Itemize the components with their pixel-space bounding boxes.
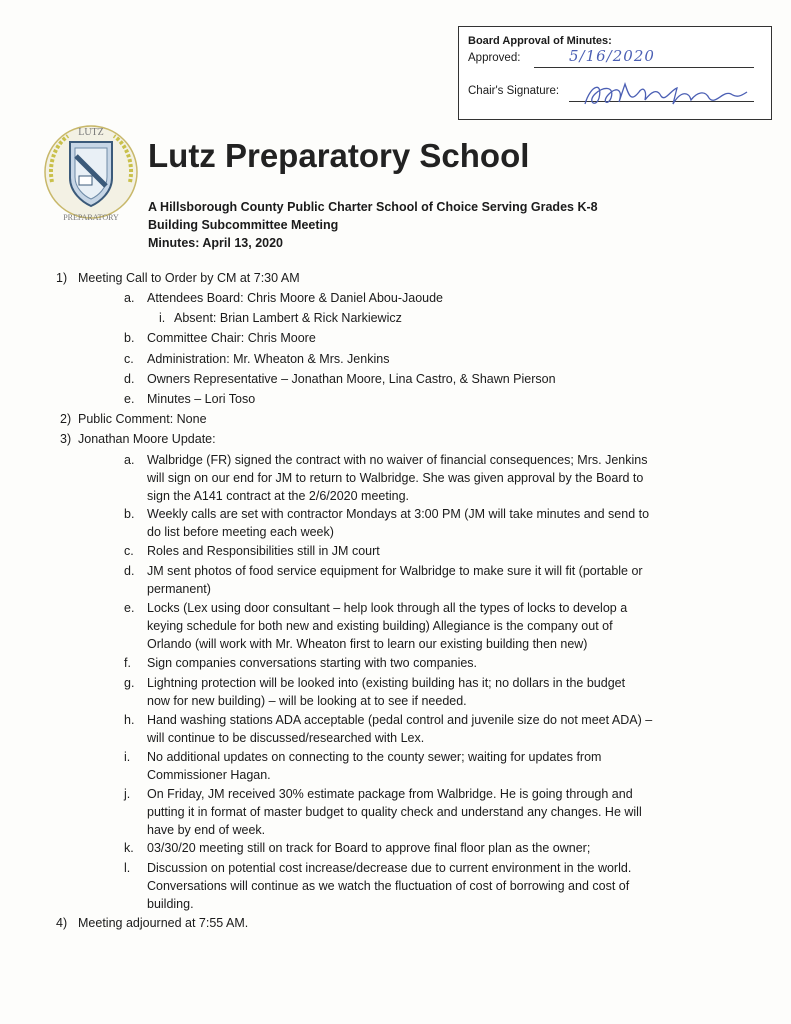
item-text-line: will sign on our end for JM to return to Walbridge. She was given approval by the Board to [147, 471, 644, 485]
item-marker: c. [124, 352, 134, 366]
item-text-line: Minutes – Lori Toso [147, 392, 256, 406]
item-text-line: Owners Representative – Jonathan Moore, Lina Castro, & Shawn Pierson [147, 372, 556, 386]
item-text-line: Meeting adjourned at 7:55 AM. [78, 916, 249, 930]
item-text-line: Public Comment: None [78, 412, 207, 426]
item-text-line: On Friday, JM received 30% estimate package from Walbridge. He is going through and [147, 787, 633, 801]
item-marker: 4) [56, 916, 68, 930]
approved-line [534, 67, 754, 68]
approval-title: Board Approval of Minutes: [468, 35, 612, 47]
item-text-line: Administration: Mr. Wheaton & Mrs. Jenkins [147, 352, 390, 366]
item-text-line: Sign companies conversations starting with two companies. [147, 656, 478, 670]
item-text-line: Hand washing stations ADA acceptable (pedal control and juvenile size do not meet ADA) – [147, 713, 653, 727]
item-text-line: Orlando (will work with Mr. Wheaton first to learn our existing building then new) [147, 637, 588, 651]
item-text-line: Conversations will continue as we watch the fluctuation of cost of borrowing and cost of [147, 879, 630, 893]
item-text-line: have by end of week. [147, 823, 266, 837]
item-text-line: putting it in format of master budget to quality check and understand any changes. He will [147, 805, 642, 819]
board-approval-box [458, 26, 772, 120]
item-marker: l. [124, 861, 131, 875]
item-text-line: now for new building) – will be looking at to see if needed. [147, 694, 467, 708]
item-text-line: 03/30/20 meeting still on track for Board to approve final floor plan as the owner; [147, 841, 591, 855]
item-text-line: Absent: Brian Lambert & Rick Narkiewicz [174, 311, 402, 325]
item-marker: e. [124, 601, 135, 615]
item-text-line: keying schedule for both new and existing building) Allegiance is the company out of [147, 619, 613, 633]
item-marker: 3) [60, 432, 72, 446]
item-text-line: JM sent photos of food service equipment for Walbridge to make sure it will fit (portable or [147, 564, 643, 578]
item-marker: i. [159, 311, 166, 325]
item-text-line: Commissioner Hagan. [147, 768, 271, 782]
item-marker: j. [124, 787, 131, 801]
item-marker: g. [124, 676, 135, 690]
item-text-line: Meeting Call to Order by CM at 7:30 AM [78, 271, 300, 285]
item-text-line: Attendees Board: Chris Moore & Daniel Abou-Jaoude [147, 291, 444, 305]
item-text-line: Roles and Responsibilities still in JM court [147, 544, 380, 558]
school-logo [38, 122, 144, 222]
item-text-line: Committee Chair: Chris Moore [147, 331, 316, 345]
logo-bottom-text: PREPARATORY [63, 213, 119, 222]
item-marker: d. [124, 564, 135, 578]
school-name: Lutz Preparatory School [148, 137, 530, 174]
item-marker: c. [124, 544, 134, 558]
item-text-line: will continue to be discussed/researched with Lex. [147, 731, 425, 745]
item-marker: a. [124, 291, 135, 305]
item-text-line: Locks (Lex using door consultant – help look through all the types of locks to develop a [147, 601, 628, 615]
item-marker: i. [124, 750, 131, 764]
item-marker: k. [124, 841, 134, 855]
item-text-line: Jonathan Moore Update: [78, 432, 216, 446]
item-marker: b. [124, 331, 135, 345]
item-marker: 1) [56, 271, 68, 285]
meeting-title: Building Subcommittee Meeting [148, 218, 339, 232]
item-text-line: sign the A141 contract at the 2/6/2020 meeting. [147, 489, 409, 503]
signature-label: Chair's Signature: [468, 85, 560, 97]
item-marker: e. [124, 392, 135, 406]
item-text-line: Weekly calls are set with contractor Mondays at 3:00 PM (JM will take minutes and send to [147, 507, 650, 521]
item-marker: b. [124, 507, 135, 521]
item-marker: d. [124, 372, 135, 386]
item-marker: f. [124, 656, 131, 670]
minutes-date: Minutes: April 13, 2020 [148, 236, 283, 250]
item-text-line: Discussion on potential cost increase/decrease due to current environment in the world. [147, 861, 632, 875]
item-marker: a. [124, 453, 135, 467]
item-text-line: Lightning protection will be looked into (existing building has it; no dollars in the budget [147, 676, 626, 690]
item-text-line: do list before meeting each week) [147, 525, 334, 539]
item-text-line: permanent) [147, 582, 211, 596]
meeting-header [148, 198, 598, 252]
item-text-line: building. [147, 897, 194, 911]
logo-top-text: LUTZ [78, 127, 104, 138]
item-text-line: Walbridge (FR) signed the contract with no waiver of financial consequences; Mrs. Jenkins [147, 453, 648, 467]
item-marker: 2) [60, 412, 72, 426]
item-marker: h. [124, 713, 135, 727]
item-text-line: No additional updates on connecting to the county sewer; waiting for updates from [147, 750, 602, 764]
chair-signature [581, 80, 751, 110]
approved-date: 5/16/2020 [569, 47, 655, 65]
school-tagline: A Hillsborough County Public Charter School of Choice Serving Grades K-8 [148, 200, 598, 214]
approved-label: Approved: [468, 52, 521, 64]
